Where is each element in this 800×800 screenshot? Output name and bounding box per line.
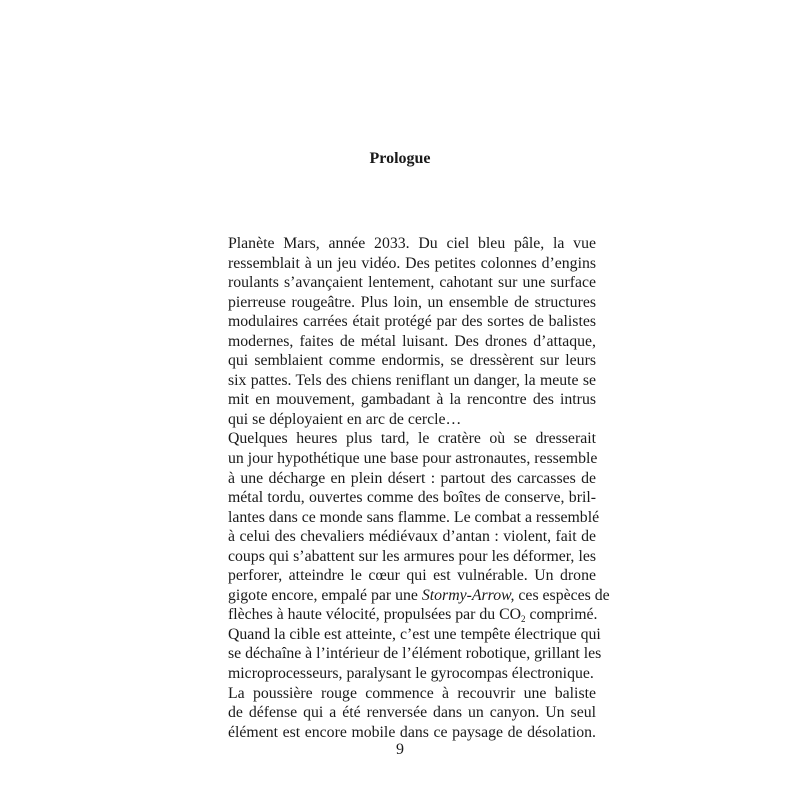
paragraph-2 bbox=[211, 429, 610, 683]
text-line: qui semblaient comme endormis, se dressèrent sur leurs bbox=[228, 352, 596, 370]
text-line: six pattes. Tels des chiens reniflant un danger, la meute se bbox=[228, 371, 596, 389]
text-fragment: comprimé. bbox=[525, 606, 598, 624]
text-line: Quand la cible est atteinte, c’est une tempête électrique qui bbox=[228, 625, 601, 643]
paragraph-3 bbox=[211, 684, 596, 743]
text-line: un jour hypothétique une base pour astronautes, ressemble bbox=[228, 450, 598, 468]
chapter-title: Prologue bbox=[369, 150, 431, 167]
text-line: perforer, atteindre le cœur qui est vulnérable. Un drone bbox=[228, 567, 596, 585]
paragraph-1 bbox=[211, 234, 596, 429]
text-line: qui se déployaient en arc de cercle… bbox=[228, 410, 462, 428]
text-line: se déchaîne à l’intérieur de l’élément robotique, grillant les bbox=[228, 645, 602, 663]
text-line: lantes dans ce monde sans flamme. Le combat a ressemblé bbox=[228, 508, 600, 526]
text-line: ressemblait à un jeu vidéo. Des petites colonnes d’engins bbox=[228, 254, 596, 272]
text-line: à celui des chevaliers médiévaux d’antan : violent, fait de bbox=[228, 528, 596, 546]
text-fragment: gigote encore, empalé par une bbox=[228, 586, 418, 604]
text-line: modulaires carrées était protégé par des sortes de balistes bbox=[228, 313, 596, 331]
text-line: roulants s’avançaient lentement, cahotant sur une surface bbox=[228, 274, 596, 292]
subscript: 2 bbox=[521, 614, 526, 625]
italic-term: Stormy-Arrow, bbox=[421, 586, 515, 604]
text-line-co2 bbox=[211, 605, 596, 625]
text-line: modernes, faites de métal luisant. Des drones d’attaque, bbox=[228, 332, 596, 350]
text-line: métal tordu, ouvertes comme des boîtes de conserve, bril- bbox=[228, 489, 596, 507]
text-line: pierreuse rougeâtre. Plus loin, un ensemble de structures bbox=[228, 293, 596, 311]
text-line: La poussière rouge commence à recouvrir une baliste bbox=[228, 684, 596, 702]
text-line: à une décharge en plein désert : partout des carcasses de bbox=[228, 469, 596, 487]
text-line: Quelques heures plus tard, le cratère où se dresserait bbox=[228, 430, 596, 448]
text-line: coups qui s’abattent sur les armures pour les déformer, les bbox=[228, 547, 596, 565]
text-line: de défense qui a été renversée dans un canyon. Un seul bbox=[228, 704, 596, 722]
text-line: mit en mouvement, gambadant à la rencontre des intrus bbox=[228, 391, 596, 409]
text-line: microprocesseurs, paralysant le gyrocompas électronique. bbox=[228, 665, 594, 683]
body-text bbox=[211, 234, 610, 742]
text-line-italic-term bbox=[211, 586, 610, 606]
page-number: 9 bbox=[396, 741, 404, 758]
text-line: Planète Mars, année 2033. Du ciel bleu pâle, la vue bbox=[228, 235, 596, 252]
text-fragment: ces espèces de bbox=[518, 586, 610, 604]
text-fragment: flèches à haute vélocité, propulsées par du CO bbox=[228, 606, 522, 624]
text-line: élément est encore mobile dans ce paysage de désolation. bbox=[228, 723, 596, 741]
